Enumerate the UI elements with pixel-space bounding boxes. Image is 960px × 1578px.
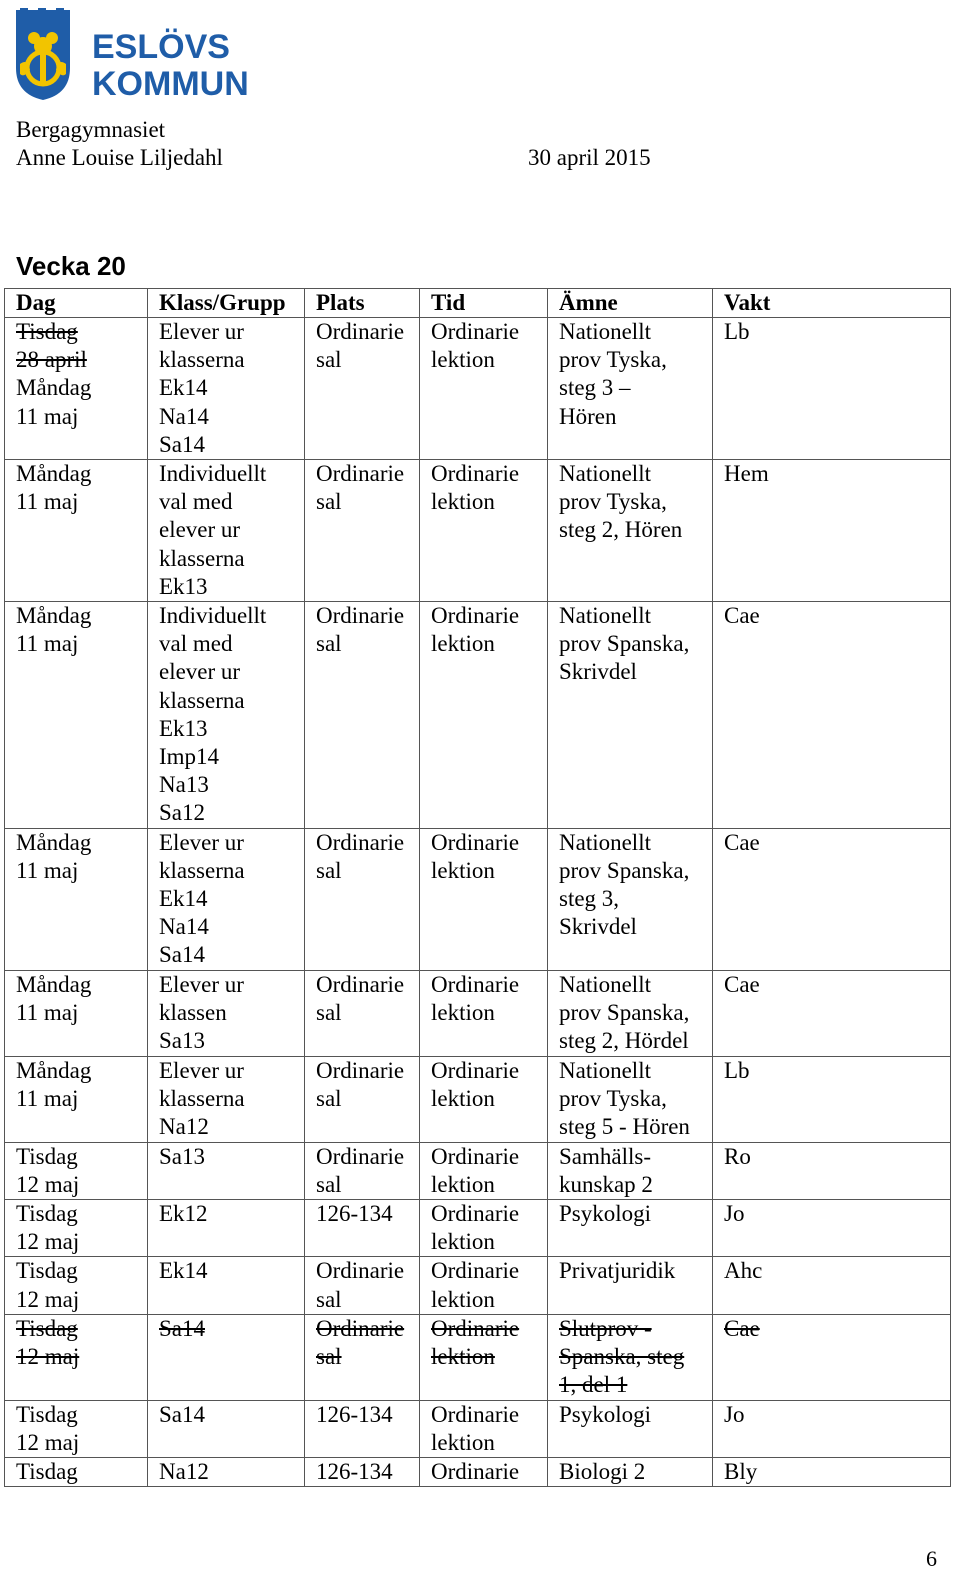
cell-tid: Ordinarie lektion — [420, 602, 548, 829]
cell-klass: Ek14 — [148, 1257, 305, 1314]
cell-plats: Ordinarie sal — [305, 1142, 420, 1199]
cell-vakt: Cae — [713, 828, 951, 970]
table-row — [5, 970, 951, 1056]
table-row — [5, 828, 951, 970]
table-row — [5, 1200, 951, 1257]
cell-vakt: Lb — [713, 1056, 951, 1142]
week-title: Vecka 20 — [16, 251, 126, 281]
cell-plats: 126-134 — [305, 1200, 420, 1257]
logo-text-line1: ESLÖVS — [92, 28, 230, 66]
cell-tid: Ordinarie lektion — [420, 1056, 548, 1142]
column-header-vakt: Vakt — [713, 289, 951, 318]
cell-tid: Ordinarie lektion — [420, 1314, 548, 1400]
cell-plats: Ordinarie sal — [305, 970, 420, 1056]
column-header-plats: Plats — [305, 289, 420, 318]
school-name: Bergagymnasiet — [16, 117, 166, 142]
table-row — [5, 602, 951, 829]
cell-klass: Sa14 — [148, 1314, 305, 1400]
cell-klass: Elever ur klassen Sa13 — [148, 970, 305, 1056]
cell-vakt: Bly — [713, 1457, 951, 1486]
cell-amne: Samhälls- kunskap 2 — [548, 1142, 713, 1199]
cell-plats: Ordinarie sal — [305, 828, 420, 970]
table-row — [5, 1457, 951, 1486]
logo-text-line2: KOMMUN — [92, 65, 249, 103]
cell-amne: Privatjuridik — [548, 1257, 713, 1314]
table-row — [5, 1314, 951, 1400]
cell-klass: Elever ur klasserna Ek14 Na14 Sa14 — [148, 318, 305, 460]
cell-amne: Slutprov - Spanska, steg 1, del 1 — [548, 1314, 713, 1400]
author-name: Anne Louise Liljedahl — [16, 145, 223, 170]
cell-dag: Måndag 11 maj — [5, 828, 148, 970]
eslov-logo — [14, 8, 254, 104]
cell-plats: Ordinarie sal — [305, 1056, 420, 1142]
cell-dag: Tisdag 12 maj — [5, 1142, 148, 1199]
cell-dag — [5, 318, 148, 460]
cell-tid: Ordinarie lektion — [420, 1200, 548, 1257]
cell-vakt: Ro — [713, 1142, 951, 1199]
cell-plats: Ordinarie sal — [305, 602, 420, 829]
cell-plats: Ordinarie sal — [305, 318, 420, 460]
cell-klass: Individuellt val med elever ur klasserna Ek13 — [148, 460, 305, 602]
cell-dag: Måndag 11 maj — [5, 460, 148, 602]
cell-dag: Tisdag 12 maj — [5, 1200, 148, 1257]
cell-dag: Måndag 11 maj — [5, 602, 148, 829]
cell-tid: Ordinarie lektion — [420, 828, 548, 970]
cell-vakt: Jo — [713, 1400, 951, 1457]
cell-amne: Psykologi — [548, 1400, 713, 1457]
cell-dag: Måndag 11 maj — [5, 1056, 148, 1142]
page-number: 6 — [926, 1546, 937, 1571]
cell-vakt: Cae — [713, 1314, 951, 1400]
cell-dag-struck: Tisdag 28 april — [16, 319, 87, 373]
column-header-klass: Klass/Grupp — [148, 289, 305, 318]
cell-tid: Ordinarie lektion — [420, 318, 548, 460]
document-date: 30 april 2015 — [528, 145, 651, 170]
table-row — [5, 1400, 951, 1457]
cell-plats: 126-134 — [305, 1457, 420, 1486]
cell-tid: Ordinarie lektion — [420, 460, 548, 602]
cell-klass: Elever ur klasserna Ek14 Na14 Sa14 — [148, 828, 305, 970]
cell-plats: Ordinarie sal — [305, 460, 420, 602]
table-row — [5, 318, 951, 460]
cell-amne: Biologi 2 — [548, 1457, 713, 1486]
cell-dag: Måndag 11 maj — [5, 970, 148, 1056]
cell-vakt: Jo — [713, 1200, 951, 1257]
column-header-dag: Dag — [5, 289, 148, 318]
cell-amne: Nationellt prov Spanska, steg 3, Skrivdel — [548, 828, 713, 970]
cell-amne: Nationellt prov Tyska, steg 2, Hören — [548, 460, 713, 602]
cell-klass: Ek12 — [148, 1200, 305, 1257]
cell-amne: Nationellt prov Tyska, steg 5 - Hören — [548, 1056, 713, 1142]
cell-amne: Psykologi — [548, 1200, 713, 1257]
cell-vakt: Ahc — [713, 1257, 951, 1314]
cell-vakt: Cae — [713, 602, 951, 829]
municipal-crest-icon — [14, 8, 254, 104]
table-row — [5, 1142, 951, 1199]
cell-klass: Na12 — [148, 1457, 305, 1486]
table-row — [5, 1257, 951, 1314]
cell-amne: Nationellt prov Tyska, steg 3 – Hören — [548, 318, 713, 460]
table-row — [5, 1056, 951, 1142]
table-row — [5, 460, 951, 602]
cell-dag: Tisdag 12 maj — [5, 1314, 148, 1400]
cell-tid: Ordinarie lektion — [420, 1257, 548, 1314]
cell-tid: Ordinarie lektion — [420, 1142, 548, 1199]
cell-klass: Sa14 — [148, 1400, 305, 1457]
cell-tid: Ordinarie lektion — [420, 1400, 548, 1457]
column-header-amne: Ämne — [548, 289, 713, 318]
cell-plats: 126-134 — [305, 1400, 420, 1457]
cell-dag: Tisdag — [5, 1457, 148, 1486]
cell-dag-value: Måndag 11 maj — [16, 375, 92, 429]
cell-tid: Ordinarie — [420, 1457, 548, 1486]
cell-amne: Nationellt prov Spanska, Skrivdel — [548, 602, 713, 829]
exam-schedule-table — [4, 288, 951, 1487]
cell-tid: Ordinarie lektion — [420, 970, 548, 1056]
cell-klass: Elever ur klasserna Na12 — [148, 1056, 305, 1142]
cell-vakt: Cae — [713, 970, 951, 1056]
cell-klass: Sa13 — [148, 1142, 305, 1199]
cell-dag: Tisdag 12 maj — [5, 1257, 148, 1314]
table-body — [5, 318, 951, 1487]
cell-vakt: Hem — [713, 460, 951, 602]
cell-vakt: Lb — [713, 318, 951, 460]
table-header-row — [5, 289, 951, 318]
cell-plats: Ordinarie sal — [305, 1257, 420, 1314]
cell-amne: Nationellt prov Spanska, steg 2, Hördel — [548, 970, 713, 1056]
cell-klass: Individuellt val med elever ur klasserna Ek13 Imp14 Na13 Sa12 — [148, 602, 305, 829]
cell-dag: Tisdag 12 maj — [5, 1400, 148, 1457]
cell-plats: Ordinarie sal — [305, 1314, 420, 1400]
column-header-tid: Tid — [420, 289, 548, 318]
